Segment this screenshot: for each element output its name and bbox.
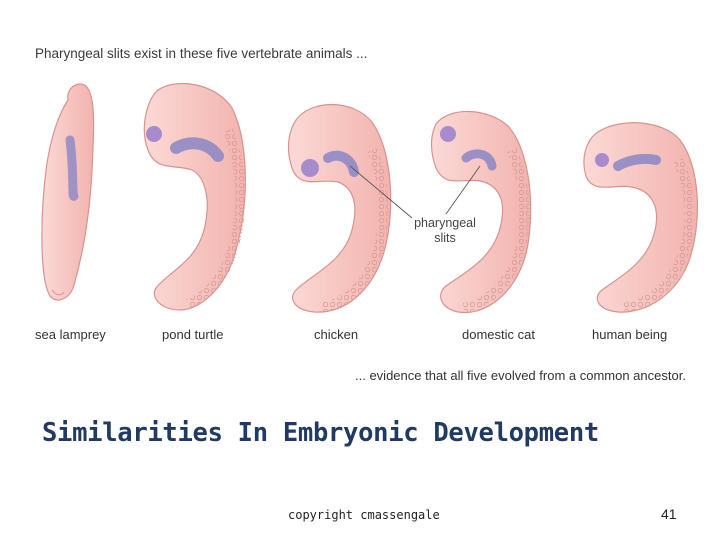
label-pond-turtle: pond turtle: [162, 327, 224, 342]
embryo-sea-lamprey: [42, 84, 94, 300]
embryo-human-being: [584, 123, 698, 312]
embryo-chicken: [289, 105, 391, 313]
pharyngeal-slits-callout: [408, 216, 482, 246]
footer-copyright: copyright cmassengale: [288, 508, 440, 522]
evidence-caption: ... evidence that all five evolved from a common ancestor.: [355, 368, 686, 383]
callout-line-2: slits: [434, 231, 456, 245]
figure-caption: Pharyngeal slits exist in these five vertebrate animals ...: [35, 46, 368, 61]
label-human-being: human being: [592, 327, 668, 342]
embryo-pond-turtle: [144, 84, 245, 310]
page-number: 41: [661, 506, 677, 522]
label-chicken: chicken: [314, 327, 359, 342]
label-sea-lamprey: sea lamprey: [35, 327, 106, 342]
label-domestic-cat: domestic cat: [462, 327, 535, 342]
slide-title: Similarities In Embryonic Development: [42, 418, 599, 448]
callout-line-1: pharyngeal: [414, 216, 476, 230]
embryo-domestic-cat: [432, 111, 531, 312]
